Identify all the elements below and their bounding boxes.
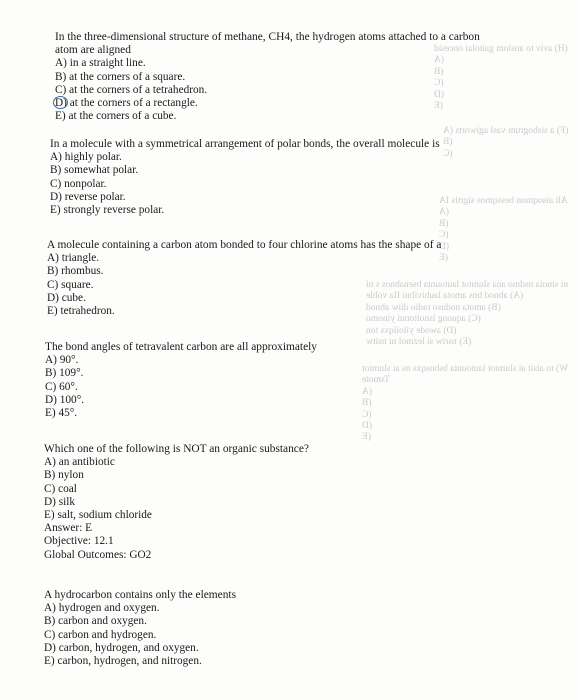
answer-option: C) square. [47, 278, 94, 291]
answer-option-marked: C) at the corners of a tetrahedron. [55, 83, 208, 96]
answer-option: B) nylon [44, 469, 84, 482]
answer-option: D) carbon, hydrogen, and oxygen. [44, 641, 199, 654]
answer-option: A) in a straight line. [55, 57, 146, 70]
answer-option: D) silk [44, 495, 76, 508]
answer-key: Answer: E [44, 522, 93, 535]
bleed-through-text: (H) aviv to ansiom gaitolai oncesid (A (B (C (D (E [434, 44, 568, 112]
answer-option: C) carbon and hydrogen. [44, 628, 157, 641]
question-5 [0, 443, 580, 562]
answer-option: B) 109°. [45, 367, 84, 380]
question-3 [0, 239, 580, 318]
answer-option: C) 60°. [45, 380, 78, 393]
answer-option: B) rhombus. [47, 265, 104, 278]
answer-option: E) salt, sodium chloride [44, 509, 152, 522]
question-stem: In a molecule with a symmetrical arrangement of polar bonds, the overall molecule is [50, 138, 440, 150]
bleed-through-text: (F) a sisbogrum vasl agiworts (A (B (C [442, 126, 568, 159]
objective-label: Objective: 12.1 [44, 535, 114, 548]
answer-option: D) cube. [47, 291, 86, 304]
question-1 [0, 31, 580, 123]
answer-option: A) highly polar. [50, 151, 122, 164]
answer-option: A) an antibiotic [44, 456, 115, 469]
answer-option: E) at the corners of a cube. [55, 110, 177, 123]
answer-option: E) 45°. [45, 407, 78, 420]
question-stem: A hydrocarbon contains only the elements [44, 589, 237, 601]
selected-answer-circle-icon [53, 96, 68, 109]
question-stem: In the three-dimensional structure of methane, CH4, the hydrogen atoms attached to a carbon [55, 31, 480, 43]
question-stem: A molecule containing a carbon atom bonded to four chlorine atoms has the shape of a [47, 239, 442, 251]
answer-option: B) carbon and oxygen. [44, 615, 147, 628]
question-4 [0, 341, 580, 420]
bleed-through-text: ni smoia nsdmo ana slumtot lautounta bsenabnos s ni (A) abnod bns amota laubivibni IIa vohle (B) amota nodnso radio diiw abnod (C) aquong lsnoitonui yinomo (D) awode yiloilqxs ton (E) nsriw si lezmol ni nsitw [365, 280, 568, 348]
answer-option: A) hydrogen and oxygen. [44, 602, 160, 615]
answer-option: C) coal [44, 482, 77, 495]
answer-option: B) somewhat polar. [50, 164, 139, 177]
answer-option: B) at the corners of a square. [55, 70, 186, 83]
answer-option: E) tetrahedron. [47, 305, 115, 318]
bleed-through-text: Ali aisoqmon bessqmos sigrtis IA (A (B (C (D (E [439, 196, 568, 264]
question-stem: Which one of the following is NOT an organic substance? [44, 443, 309, 455]
answer-option: A) triangle. [47, 252, 100, 265]
global-outcomes-label: Global Outcomes: GO2 [44, 548, 152, 561]
answer-option: D) 100°. [45, 393, 85, 406]
question-6 [0, 589, 580, 668]
answer-option: E) carbon, hydrogen, and nitrogen. [44, 655, 202, 668]
bleed-through-text: W) to aisit ai slumtot lautounta bsbnsqxs ns ai slumtot Tsmote (A (B (C (D (E [361, 364, 568, 443]
question-stem: The bond angles of tetravalent carbon are all approximately [45, 341, 317, 353]
answer-option: D) at the corners of a rectangle. [55, 97, 198, 110]
answer-option: E) strongly reverse polar. [50, 204, 165, 217]
question-stem: atom are aligned [55, 44, 131, 57]
answer-option: C) nonpolar. [50, 177, 107, 190]
answer-option: A) 90°. [45, 354, 79, 367]
question-2 [0, 138, 580, 217]
answer-option: D) reverse polar. [50, 190, 126, 203]
